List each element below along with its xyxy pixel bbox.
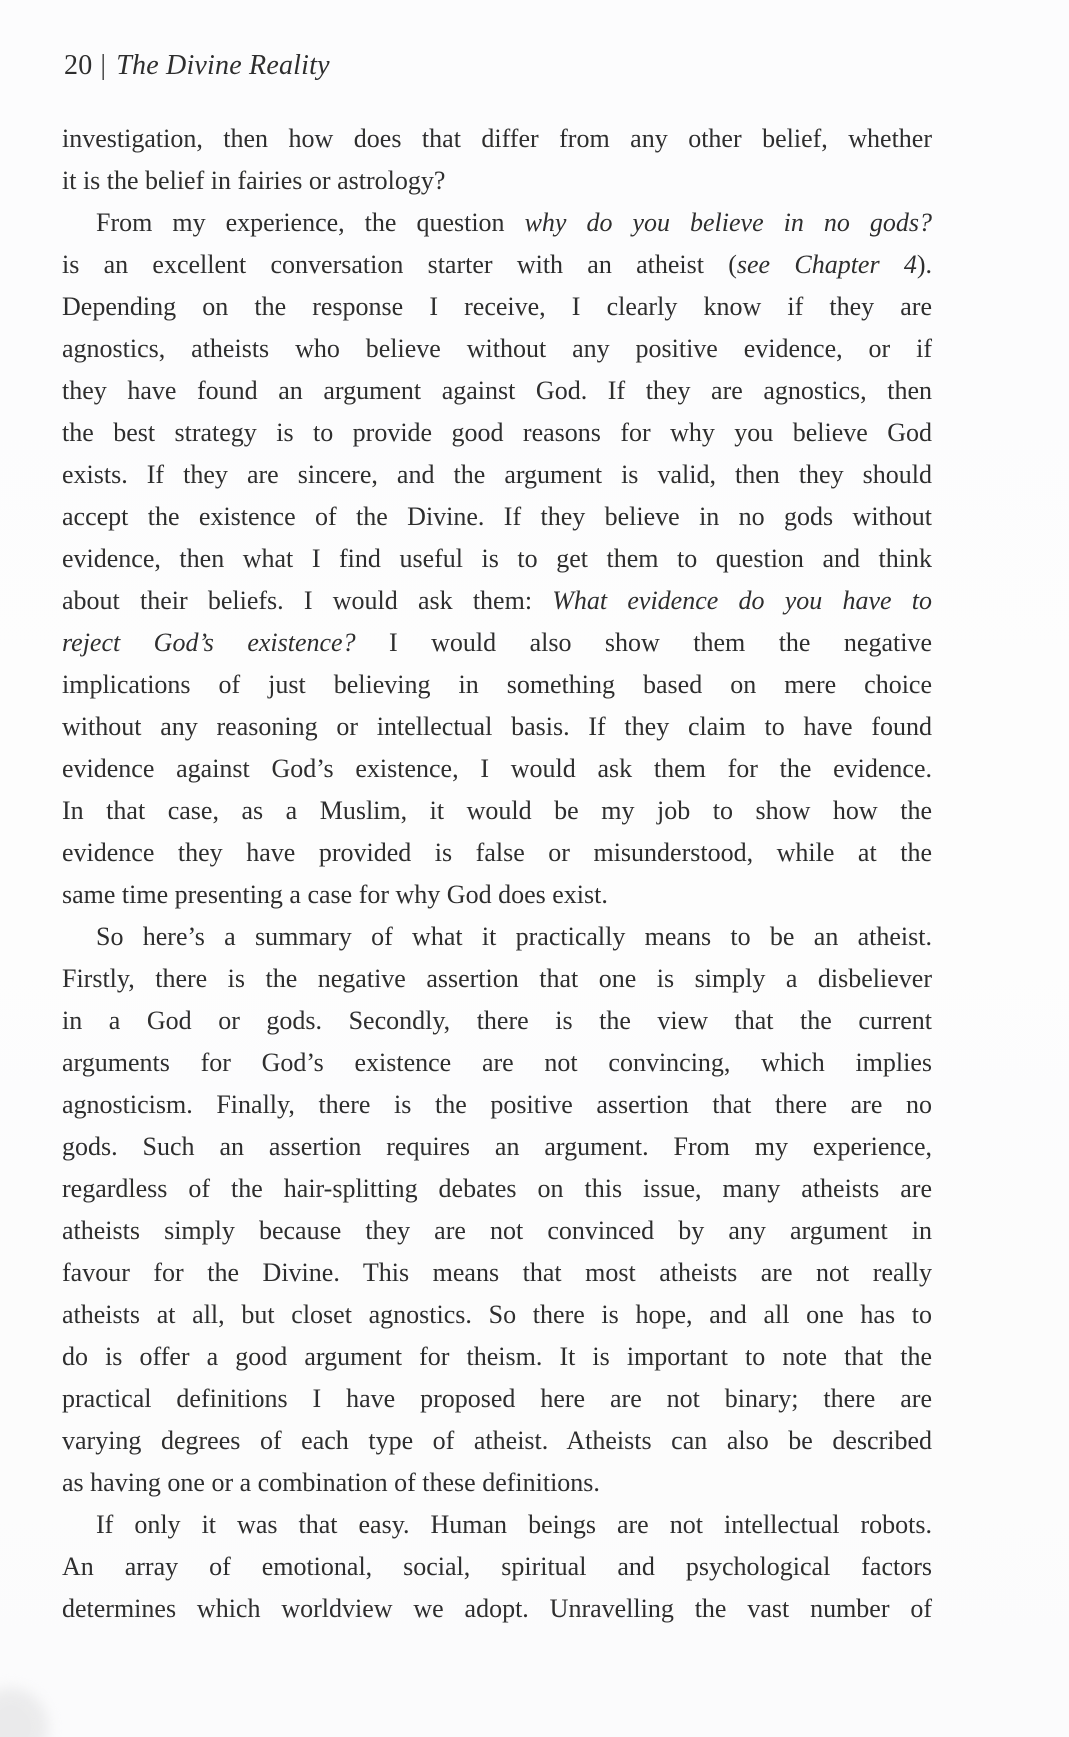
page-number: 20	[64, 50, 93, 81]
text-run: From my experience, the question	[96, 208, 525, 237]
italic-text-run: What evidence do you have to	[552, 586, 932, 615]
text-line	[62, 874, 932, 916]
text-line	[62, 370, 932, 412]
text-run: do is offer a good argument for theism. It is important to note that the	[62, 1342, 932, 1371]
text-line	[62, 1336, 932, 1378]
text-line	[62, 1378, 932, 1420]
text-line	[62, 1294, 932, 1336]
italic-text-run: see Chapter 4	[736, 250, 917, 279]
text-line	[62, 1504, 932, 1546]
text-run: atheists simply because they are not convinced by any argument in	[62, 1216, 932, 1245]
text-run: implications of just believing in something based on mere choice	[62, 670, 932, 699]
text-line	[62, 244, 932, 286]
text-run: varying degrees of each type of atheist. Atheists can also be described	[62, 1426, 932, 1455]
text-run: is an excellent conversation starter with an atheist (	[62, 250, 737, 279]
text-block	[62, 118, 932, 1630]
text-line	[62, 958, 932, 1000]
text-line	[62, 664, 932, 706]
text-line	[62, 454, 932, 496]
text-run: as having one or a combination of these definitions.	[62, 1468, 600, 1497]
text-line	[62, 286, 932, 328]
text-run: I would also show them the negative	[355, 628, 932, 657]
text-run: in a God or gods. Secondly, there is the view that the current	[62, 1006, 932, 1035]
text-line	[62, 790, 932, 832]
text-run: Depending on the response I receive, I clearly know if they are	[62, 292, 932, 321]
text-line	[62, 1462, 932, 1504]
text-run: it is the belief in fairies or astrology?	[62, 166, 446, 195]
text-run: investigation, then how does that differ from any other belief, whether	[62, 124, 932, 153]
text-line	[62, 1588, 932, 1630]
text-run: practical definitions I have proposed here are not binary; there are	[62, 1384, 932, 1413]
text-line	[62, 160, 932, 202]
text-line	[62, 706, 932, 748]
scan-smudge	[0, 1688, 48, 1737]
text-run: exists. If they are sincere, and the argument is valid, then they should	[62, 460, 932, 489]
text-run: gods. Such an assertion requires an argument. From my experience,	[62, 1132, 932, 1161]
italic-text-run: why do you believe in no gods?	[524, 208, 932, 237]
text-run: the best strategy is to provide good reasons for why you believe God	[62, 418, 932, 447]
text-line	[62, 1084, 932, 1126]
text-line	[62, 1042, 932, 1084]
text-line	[62, 1168, 932, 1210]
text-line	[62, 202, 932, 244]
text-run: An array of emotional, social, spiritual and psychological factors	[62, 1552, 932, 1581]
text-line	[62, 580, 932, 622]
text-line	[62, 118, 932, 160]
text-line	[62, 538, 932, 580]
running-header	[64, 50, 330, 82]
text-line	[62, 1210, 932, 1252]
text-run: If only it was that easy. Human beings are not intellectual robots.	[96, 1510, 932, 1539]
text-line	[62, 748, 932, 790]
text-run: without any reasoning or intellectual basis. If they claim to have found	[62, 712, 932, 741]
text-line	[62, 1000, 932, 1042]
text-line	[62, 1546, 932, 1588]
text-run: favour for the Divine. This means that most atheists are not really	[62, 1258, 932, 1287]
italic-text-run: reject God’s existence?	[62, 628, 356, 657]
text-run: determines which worldview we adopt. Unravelling the vast number of	[62, 1594, 932, 1623]
header-separator: |	[100, 50, 107, 81]
text-run: arguments for God’s existence are not convincing, which implies	[62, 1048, 932, 1077]
text-run: evidence, then what I find useful is to get them to question and think	[62, 544, 932, 573]
text-run: same time presenting a case for why God does exist.	[62, 880, 608, 909]
text-run: In that case, as a Muslim, it would be my job to show how the	[62, 796, 932, 825]
text-run: they have found an argument against God. If they are agnostics, then	[62, 376, 932, 405]
text-line	[62, 1420, 932, 1462]
text-run: about their beliefs. I would ask them:	[62, 586, 553, 615]
text-line	[62, 622, 932, 664]
text-run: evidence against God’s existence, I would ask them for the evidence.	[62, 754, 932, 783]
text-line	[62, 328, 932, 370]
text-run: agnostics, atheists who believe without any positive evidence, or if	[62, 334, 932, 363]
text-run: So here’s a summary of what it practically means to be an atheist.	[96, 922, 932, 951]
text-line	[62, 1126, 932, 1168]
text-run: accept the existence of the Divine. If they believe in no gods without	[62, 502, 932, 531]
text-line	[62, 916, 932, 958]
book-title: The Divine Reality	[116, 50, 330, 81]
text-line	[62, 1252, 932, 1294]
text-run: atheists at all, but closet agnostics. So there is hope, and all one has to	[62, 1300, 932, 1329]
text-line	[62, 412, 932, 454]
text-line	[62, 496, 932, 538]
text-run: ).	[916, 250, 933, 279]
text-run: regardless of the hair-splitting debates on this issue, many atheists are	[62, 1174, 932, 1203]
text-run: Firstly, there is the negative assertion that one is simply a disbeliever	[62, 964, 932, 993]
text-run: evidence they have provided is false or misunderstood, while at the	[62, 838, 932, 867]
text-line	[62, 832, 932, 874]
text-run: agnosticism. Finally, there is the positive assertion that there are no	[62, 1090, 932, 1119]
